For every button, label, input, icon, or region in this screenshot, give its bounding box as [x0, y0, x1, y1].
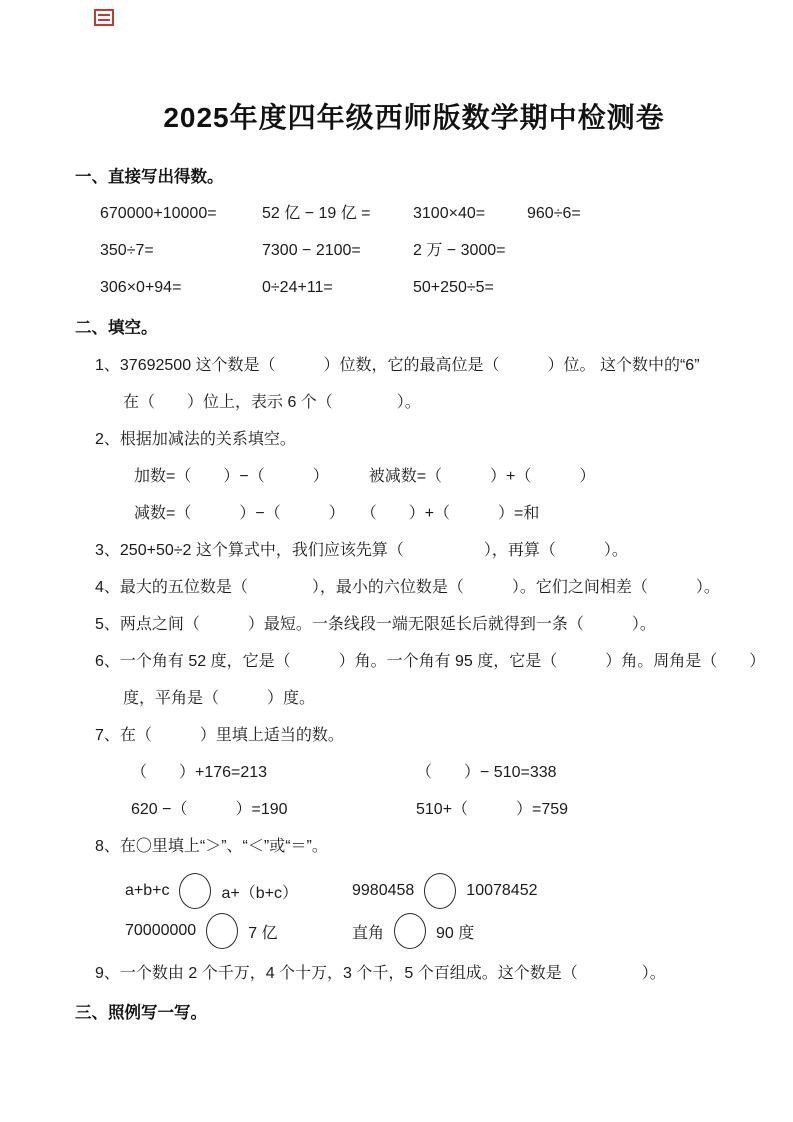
comparison-pair [125, 873, 352, 909]
calc-expression: 3100×40= [413, 205, 486, 222]
equation-blank: 510+（ ）=759 [416, 801, 569, 818]
calc-expression [527, 240, 753, 261]
fill-item-6-line-2: 度，平角是（ ）度。 [123, 690, 316, 707]
comparison-circle [206, 913, 238, 949]
comparison-left: a+b+c [125, 882, 170, 899]
fill-item-4: 4、最大的五位数是（ ），最小的六位数是（ ）。它们之间相差（ ）。 [95, 579, 720, 596]
comparison-circle [424, 873, 456, 909]
equation-blank: （ ）− 510=338 [416, 764, 557, 781]
calc-expression: 306×0+94= [100, 279, 182, 296]
comparison-pair [352, 873, 537, 909]
fill-item-3: 3、250+50÷2 这个算式中，我们应该先算（ ），再算（ ）。 [95, 542, 628, 559]
comparison-circle [179, 873, 211, 909]
equation-blank: （ ）+176=213 [131, 764, 268, 781]
section3-heading: 三、照例写一写。 [75, 1004, 207, 1022]
calc-expression: 2 万 − 3000= [413, 242, 506, 259]
fill-item-9: 9、一个数由 2 个千万，4 个十万，3 个千，5 个百组成。这个数是（ ）。 [95, 965, 666, 982]
fill-item-2-intro: 2、根据加减法的关系填空。 [95, 431, 296, 448]
calc-expression: 50+250÷5= [413, 279, 494, 296]
calc-expression: 0÷24+11= [262, 279, 333, 296]
fill-item-1-line-1: 1、37692500 这个数是（ ）位数，它的最高位是（ ）位。 这个数中的“6” [95, 357, 700, 374]
comparison-right: 7 亿 [248, 924, 278, 942]
calc-expression: 670000+10000= [100, 205, 217, 222]
calc-row [100, 240, 753, 261]
fill-item-2-line-1: 加数=（ ）−（ ） 被减数=（ ）+（ ） [134, 468, 596, 485]
comparison-pair [352, 913, 474, 949]
fill-item-7-equations-row-2 [131, 798, 753, 821]
calc-expression: 52 亿 − 19 亿 = [262, 205, 371, 222]
comparison-row-2 [125, 912, 753, 950]
fill-item-6-line-1: 6、一个角有 52 度，它是（ ）角。一个角有 95 度，它是（ ）角。周角是（ ） [95, 653, 766, 670]
fill-item-7-equations-row-1 [131, 761, 753, 784]
comparison-left: 直角 [352, 924, 385, 942]
fill-item-8-intro: 8、在〇里填上“＞”、“＜”或“＝”。 [95, 838, 328, 855]
comparison-pair [125, 913, 352, 949]
comparison-left: 9980458 [352, 882, 415, 899]
comparison-right: a+（b+c） [221, 884, 298, 902]
section1-heading: 一、直接写出得数。 [75, 168, 224, 186]
equation-blank: 620 −（ ）=190 [131, 801, 288, 818]
calc-row [100, 277, 753, 298]
fill-item-5: 5、两点之间（ ）最短。一条线段一端无限延长后就得到一条（ ）。 [95, 616, 656, 633]
calc-row [100, 203, 753, 224]
fill-item-2-line-2: 减数=（ ）−（ ） （ ）+（ ）=和 [134, 505, 540, 522]
comparison-left: 70000000 [125, 922, 197, 939]
page-title: 2025年度四年级西师版数学期中检测卷 [163, 102, 665, 133]
section2-heading: 二、填空。 [75, 319, 158, 337]
calc-expression [527, 277, 753, 298]
fill-item-7-intro: 7、在（ ）里填上适当的数。 [95, 727, 344, 744]
comparison-row-1 [125, 872, 753, 910]
calc-expression: 350÷7= [100, 242, 154, 259]
comparison-right: 90 度 [436, 924, 475, 942]
red-stamp-icon [94, 9, 114, 26]
calc-expression: 960÷6= [527, 205, 581, 222]
fill-item-1-line-2: 在（ ）位上，表示 6 个（ ）。 [123, 394, 421, 411]
comparison-circle [394, 913, 426, 949]
comparison-right: 10078452 [466, 882, 538, 899]
calc-expression: 7300 − 2100= [262, 242, 361, 259]
